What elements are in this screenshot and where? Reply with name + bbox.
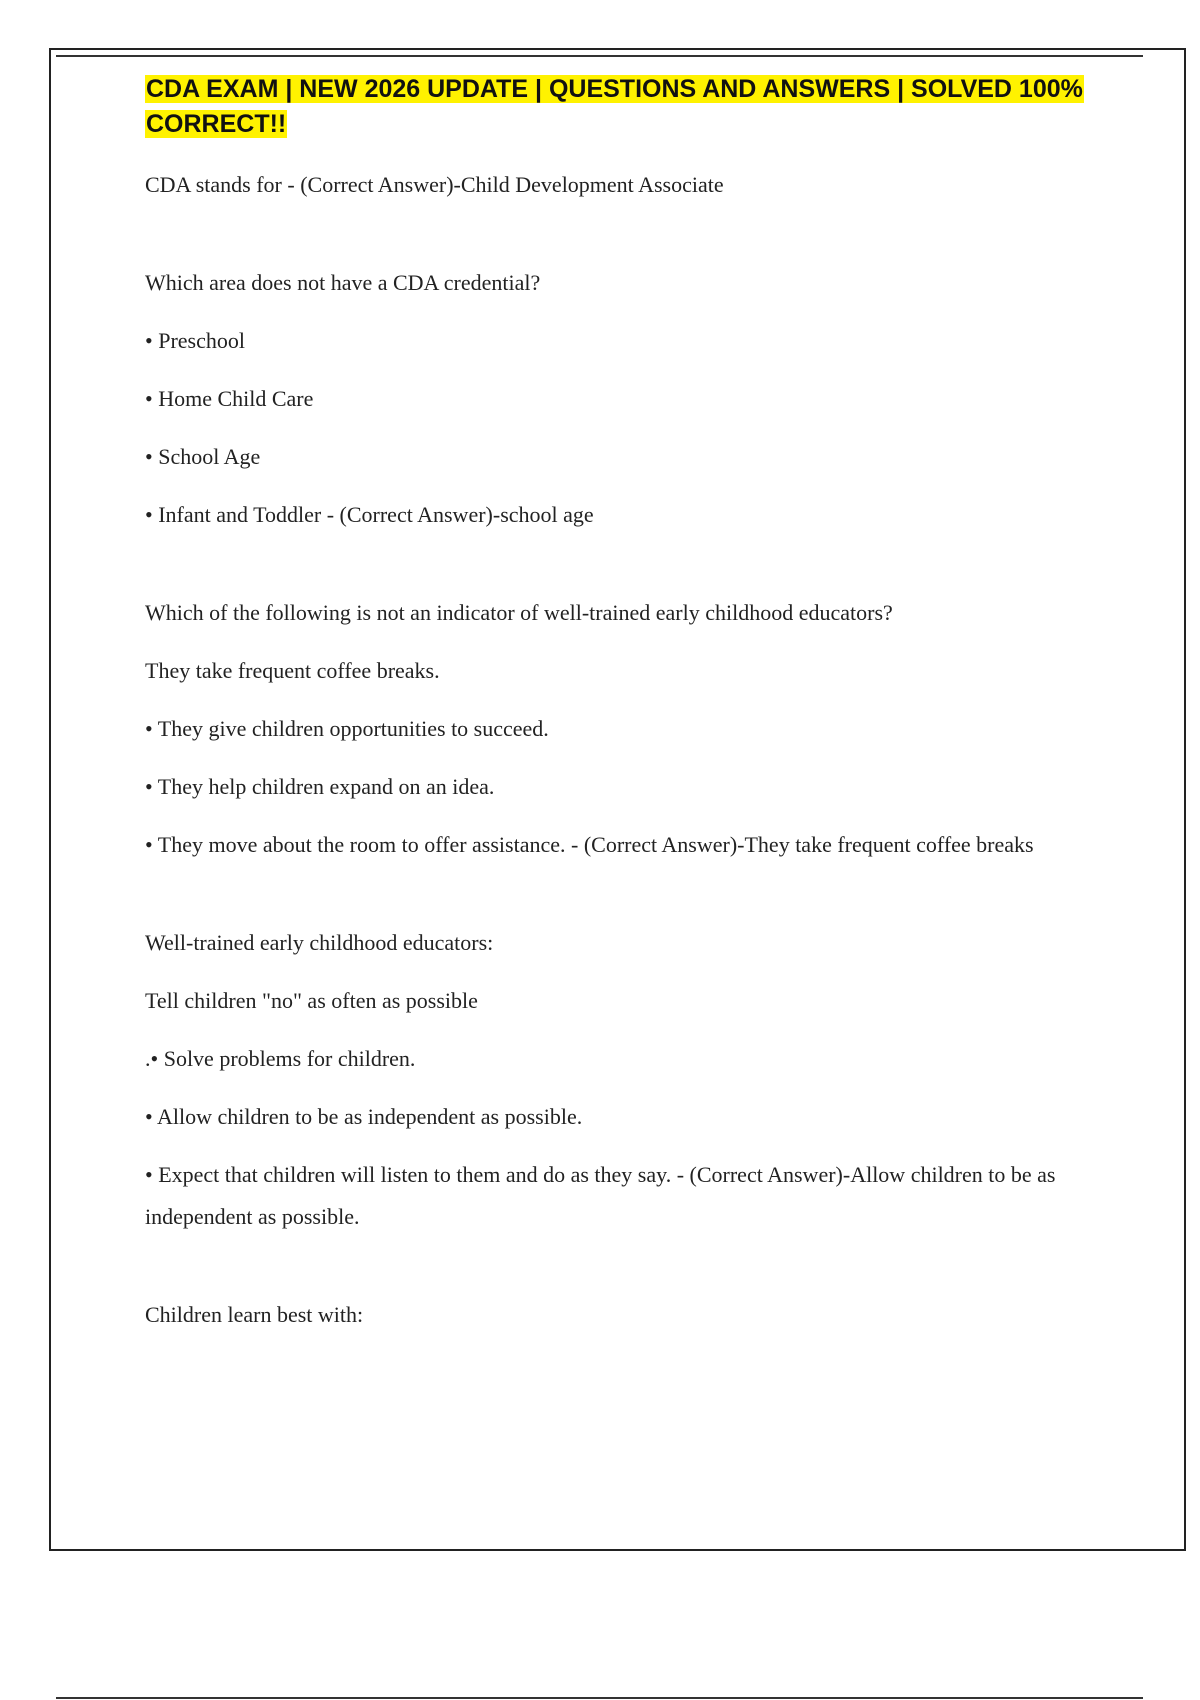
q1-text: CDA stands for - (Correct Answer)-Child Development Associate	[145, 172, 724, 197]
q3-option: • They give children opportunities to succeed.	[145, 716, 549, 741]
document-content	[145, 72, 1095, 1352]
q4-option: .• Solve problems for children.	[145, 1046, 416, 1071]
q3-question: Which of the following is not an indicator of well-trained early childhood educators?	[145, 600, 893, 625]
q3-option-answer: • They move about the room to offer assistance. - (Correct Answer)-They take frequent coffee breaks	[145, 832, 1034, 857]
q2-option-answer: • Infant and Toddler - (Correct Answer)-school age	[145, 502, 594, 527]
document-title	[145, 72, 1095, 142]
q2-question: Which area does not have a CDA credential?	[145, 270, 541, 295]
q5-question: Children learn best with:	[145, 1302, 364, 1327]
q2-option: • Preschool	[145, 328, 245, 353]
q3-option: They take frequent coffee breaks.	[145, 658, 440, 683]
q4-option-answer: • Expect that children will listen to them and do as they say. - (Correct Answer)-Allow children to be as independent as possible.	[145, 1162, 1056, 1229]
q4-option: Tell children "no" as often as possible	[145, 988, 478, 1013]
q4-option: • Allow children to be as independent as possible.	[145, 1104, 583, 1129]
bottom-rule	[56, 1697, 1143, 1699]
q2-option: • School Age	[145, 444, 261, 469]
q2-option: • Home Child Care	[145, 386, 314, 411]
q4-question: Well-trained early childhood educators:	[145, 930, 494, 955]
document-title-text: CDA EXAM | NEW 2026 UPDATE | QUESTIONS AND ANSWERS | SOLVED 100% CORRECT!!	[146, 75, 1083, 138]
q3-option: • They help children expand on an idea.	[145, 774, 495, 799]
